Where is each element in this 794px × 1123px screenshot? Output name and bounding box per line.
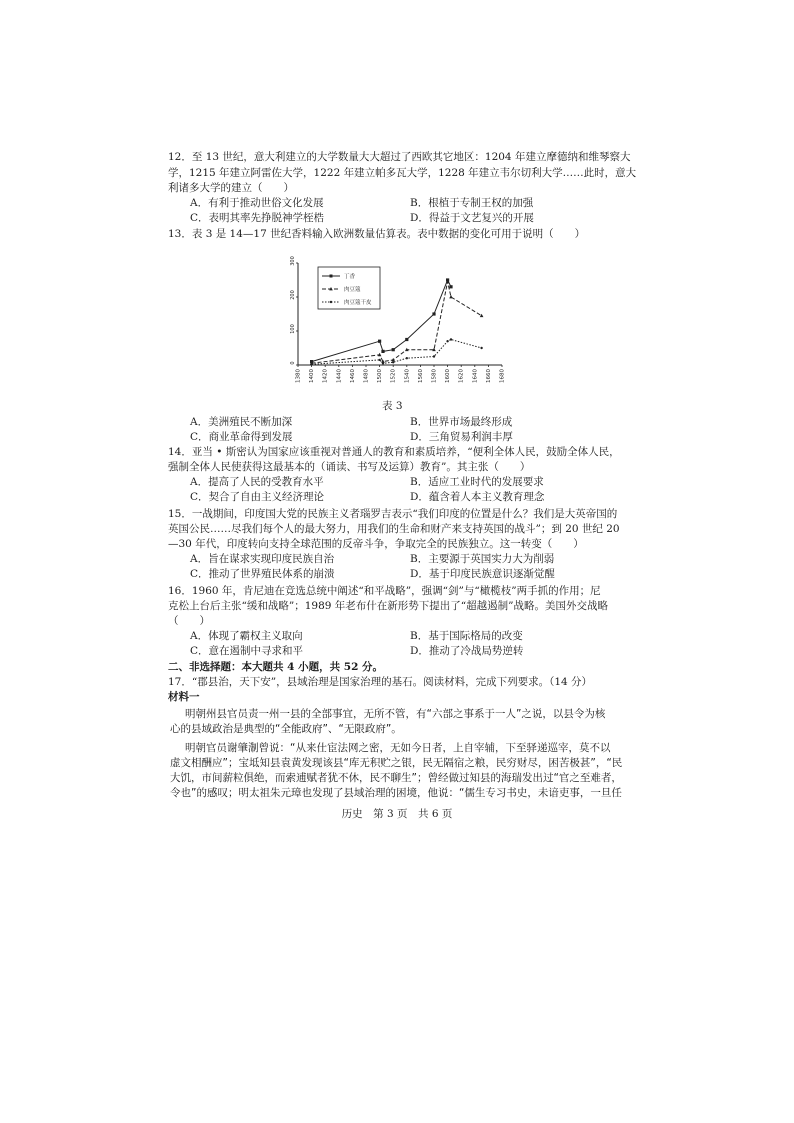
data-point: [449, 285, 452, 288]
data-point: [405, 338, 408, 341]
x-tick-label: 1500: [377, 369, 384, 383]
data-point: [381, 350, 384, 353]
x-tick-label: 1520: [390, 369, 397, 383]
q13-option-d: D．三角贸易利润丰厚: [410, 431, 513, 443]
q16-option-b: B．基于国际格局的改变: [410, 630, 523, 642]
x-tick-label: 1680: [499, 369, 506, 383]
x-tick-label: 1540: [404, 369, 411, 383]
q15-stem-line-3: —30 年代，印度转向支持全球范围的反帝斗争，争取完全的民族独立。这一转变（ ）: [168, 538, 584, 550]
q14-option-b: B．适应工业时代的发展要求: [410, 476, 544, 488]
x-tick-label: 1600: [445, 369, 452, 383]
table-caption: 表 3: [382, 400, 403, 412]
q15-option-d: D．基于印度民族意识逐渐觉醒: [410, 568, 555, 580]
x-tick-label: 1440: [336, 369, 343, 383]
x-tick-label: 1640: [472, 369, 479, 383]
data-point: [378, 340, 381, 343]
q12-option-a: A．有利于推动世俗文化发展: [190, 197, 324, 209]
legend-label: 肉豆蔻: [344, 287, 361, 293]
data-point: [392, 348, 395, 351]
data-point: [310, 363, 312, 365]
material-line-2: 心的县域政治是典型的“全能政府”、“无限政府”。: [170, 723, 402, 735]
q14-stem-line-1: 14．亚当 • 斯密认为国家应该重视对普通人的教育和素质培养，“便利全体人民，鼓励全体人民，: [168, 446, 620, 458]
data-point: [382, 362, 384, 364]
q16-stem-line-3: （ ）: [168, 615, 210, 627]
q13-option-c: C．商业革命得到发展: [190, 431, 293, 443]
q14-stem-line-2: 强制全体人民使获得这最基本的（诵读、书写及运算）教育”。其主张（ ）: [168, 461, 531, 473]
material-line-4: 虚文相酬应”；宝坻知县袁黄发现该县“库无积贮之银，民无隔宿之粮，民穷财尽，困苦极甚”，“民: [170, 757, 623, 769]
q16-option-c: C．意在遏制中寻求和平: [190, 645, 304, 657]
material-line-3: 明朝官员谢肇淛曾说：“从来仕宦法网之密，无如今日者，上自宰辅，下至驿递巡宰，莫不以: [185, 742, 611, 754]
data-point: [378, 359, 380, 361]
q15-option-b: B．主要源于英国实力大为削弱: [410, 553, 555, 565]
data-point: [406, 357, 408, 359]
x-tick-label: 1400: [309, 369, 316, 383]
q15-option-a: A．旨在谋求实现印度民族自治: [190, 553, 335, 565]
data-point: [446, 340, 448, 342]
q15-stem-line-1: 15．一战期间，印度国大党的民族主义者瑙罗吉表示“我们印度的位置是什么？我们是大英帝国的: [168, 508, 618, 520]
q15-option-c: C．推动了世界殖民体系的崩溃: [190, 568, 335, 580]
q15-stem-line-2: 英国公民……尽我们每个人的最大努力，用我们的生命和财产来支持英国的战斗”；到 20 世纪 20: [168, 523, 620, 535]
x-tick-label: 1620: [458, 369, 465, 383]
legend-label: 肉豆蔻干皮: [344, 300, 372, 306]
q12-option-c: C．表明其率先挣脱神学桎梏: [190, 212, 325, 224]
q16-option-d: D．推动了冷战局势逆转: [410, 645, 524, 657]
q12-stem-line-1: 12．至 13 世纪，意大利建立的大学数量大大超过了西欧其它地区：1204 年建立摩德纳和维琴察大: [168, 151, 631, 163]
x-tick-label: 1480: [363, 369, 370, 383]
q14-option-a: A．提高了人民的受教育水平: [190, 476, 324, 488]
material-title: 材料一: [168, 691, 200, 703]
q12-option-b: B．根植于专制王权的加强: [410, 197, 534, 209]
material-line-6: 令也”的感叹；明太祖朱元璋也发现了县域治理的困境，他说：“儒生专习书史，未谙吏事，一旦任: [170, 787, 622, 799]
q12-option-d: D．得益于文艺复兴的开展: [410, 212, 534, 224]
x-tick-label: 1660: [485, 369, 492, 383]
data-point: [391, 358, 395, 361]
data-point: [392, 361, 394, 363]
data-point: [450, 338, 452, 340]
q16-option-a: A．体现了霸权主义取向: [190, 630, 303, 642]
data-point: [433, 355, 435, 357]
q14-option-c: C．契合了自由主义经济理论: [190, 491, 325, 503]
y-tick-label: 300: [290, 256, 296, 266]
page-footer: 历史 第 3 页 共 6 页: [341, 808, 453, 820]
x-tick-label: 1420: [322, 369, 329, 383]
q13-option-b: B．世界市场最终形成: [410, 416, 513, 428]
legend-label: 丁香: [344, 274, 356, 280]
q14-option-d: D．蕴含着人本主义教育理念: [410, 491, 545, 503]
q17-stem: 17．“郡县治，天下安”，县域治理是国家治理的基石。阅读材料，完成下列要求。（14 分）: [168, 676, 593, 688]
x-tick-label: 1380: [295, 369, 302, 383]
material-line-1: 明朝州县官员责一州一县的全部事宜，无所不管，有“六部之事系于一人”之说，以县令为核: [185, 708, 606, 720]
q13-option-a: A．美洲殖民不断加深: [190, 416, 293, 428]
q12-stem-line-2: 学，1215 年建立阿雷佐大学，1222 年建立帕多瓦大学，1228 年建立韦尔切利大学……此时，意大: [168, 167, 637, 179]
x-tick-label: 1560: [417, 369, 424, 383]
q13-stem: 13．表 3 是 14—17 世纪香料输入欧洲数量估算表。表中数据的变化可用于说明（ ）: [168, 228, 586, 240]
y-tick-label: 0: [290, 361, 296, 365]
x-tick-label: 1460: [349, 369, 356, 383]
x-tick-label: 1580: [431, 369, 438, 383]
y-tick-label: 200: [290, 290, 296, 300]
spice-import-chart: [280, 255, 520, 395]
data-point: [480, 347, 482, 349]
q16-stem-line-2: 克松上台后主张“缓和战略”；1989 年老布什在新形势下提出了“超越遏制”战略。美国外交战略: [168, 600, 609, 612]
y-tick-label: 100: [290, 324, 296, 334]
legend-marker: [330, 301, 332, 303]
q16-stem-line-1: 16．1960 年，肯尼迪在竞选总统中阐述“和平战略”，强调“剑”与“橄榄枝”两手抓的作用；尼: [168, 585, 601, 597]
material-line-5: 大饥，市间薪粒俱绝，而索逋赋者犹不休，民不聊生”；曾经做过知县的海瑞发出过“官之至难者，: [170, 772, 622, 784]
legend-marker: [330, 275, 333, 278]
section-heading: 二、非选择题：本大题共 4 小题，共 52 分。: [168, 661, 384, 673]
data-point: [449, 295, 453, 298]
data-point: [480, 314, 484, 317]
q12-stem-line-3: 利诸多大学的建立（ ）: [168, 182, 294, 194]
data-point: [432, 312, 435, 315]
